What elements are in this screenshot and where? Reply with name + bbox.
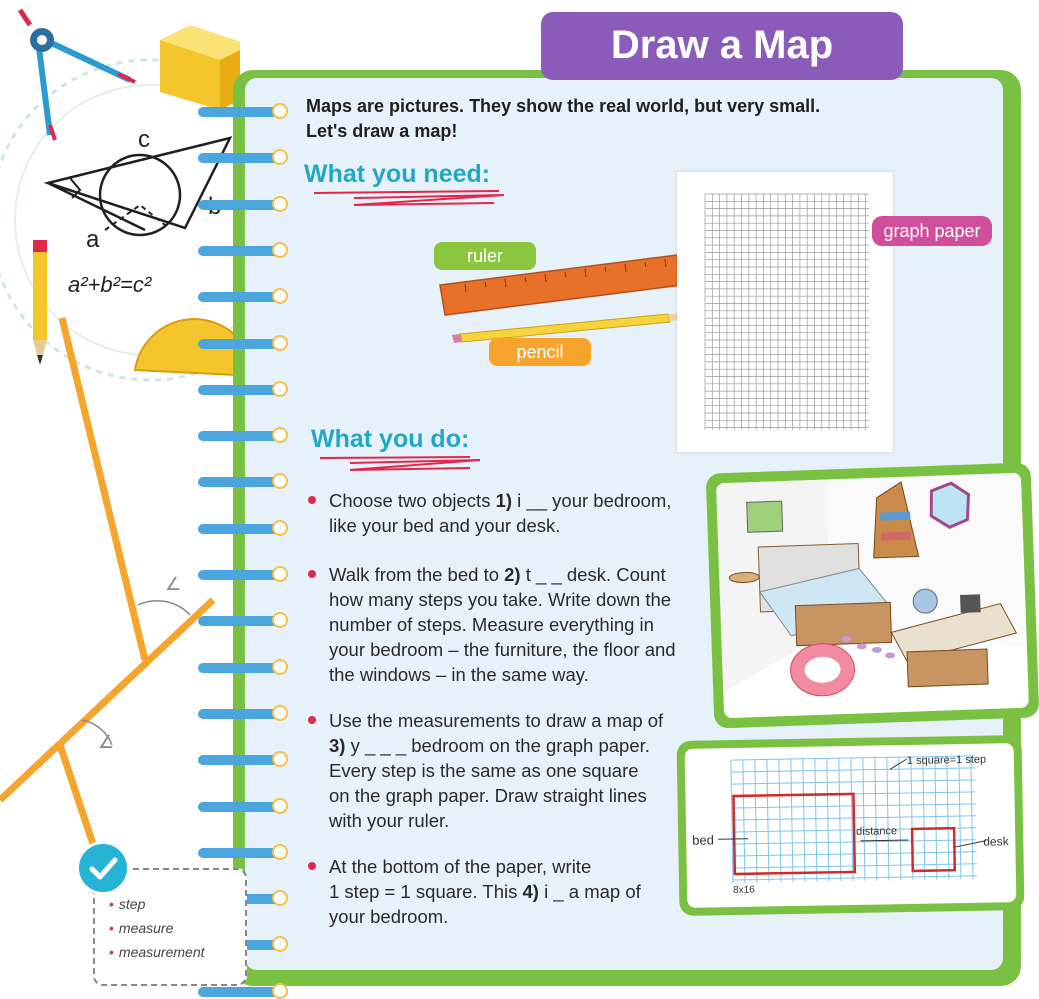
- pencil-icon: [33, 240, 47, 365]
- spiral-ring: [198, 244, 290, 258]
- checkmark-icon: [76, 841, 130, 895]
- spiral-ring: [198, 614, 290, 628]
- spiral-ring: [198, 661, 290, 675]
- compass-icon: [20, 10, 135, 140]
- intro-line-2: Let's draw a map!: [306, 121, 458, 141]
- step-line: the windows – in the same way.: [329, 664, 589, 685]
- step-line: your bedroom.: [329, 906, 449, 927]
- step-line: your bedroom – the furniture, the floor and: [329, 639, 676, 660]
- intro-line-1: Maps are pictures. They show the real world, but very small.: [306, 96, 821, 116]
- spiral-ring: [198, 475, 290, 489]
- bullet-dot: [308, 496, 316, 504]
- bullet-dot: [308, 570, 316, 578]
- step-line: Choose two objects 1) i __ your bedroom,: [329, 490, 672, 511]
- step-line: on the graph paper. Draw straight lines: [329, 785, 647, 806]
- size-label: 8x16: [733, 884, 755, 897]
- step-line: Walk from the bed to 2) t _ _ desk. Count: [329, 564, 666, 585]
- heading-underline-scribble: [320, 454, 490, 476]
- bullet-dot: [308, 862, 316, 870]
- scale-label: 1 square=1 step: [906, 753, 987, 768]
- step-line: number of steps. Measure everything in: [329, 614, 654, 635]
- vocab-item: • measure: [109, 920, 173, 936]
- heading-underline-scribble: [314, 188, 514, 210]
- step-line: Use the measurements to draw a map of: [329, 710, 664, 731]
- ruler-label: ruler: [434, 242, 536, 270]
- cube-icon: [160, 25, 240, 110]
- spiral-ring: [198, 985, 290, 999]
- bullet-dot: [308, 716, 316, 724]
- step-line: 3) y _ _ _ bedroom on the graph paper.: [329, 735, 650, 756]
- what-you-need-heading: What you need:: [304, 160, 491, 188]
- pencil-label: pencil: [489, 338, 591, 366]
- triangle-label-c: c: [138, 126, 150, 153]
- desk-label: desk: [983, 834, 1009, 849]
- svg-text:∠: ∠: [165, 574, 182, 595]
- graph-paper-label: graph paper: [872, 216, 992, 246]
- step-line: like your bed and your desk.: [329, 515, 561, 536]
- step-2: [329, 562, 719, 687]
- spiral-ring: [198, 522, 290, 536]
- spiral-ring: [198, 846, 290, 860]
- bedroom-illustration: [716, 473, 1029, 719]
- spiral-ring: [198, 429, 290, 443]
- spiral-ring: [198, 151, 290, 165]
- vocab-item: • step: [109, 896, 145, 912]
- page-title: Draw a Map: [541, 12, 903, 80]
- what-you-do-heading: What you do:: [311, 425, 470, 453]
- map-diagram: [685, 743, 1017, 908]
- spiral-ring: [198, 568, 290, 582]
- bed-label: bed: [692, 832, 715, 848]
- step-line: 1 step = 1 square. This 4) i _ a map of: [329, 881, 641, 902]
- spiral-ring: [198, 105, 290, 119]
- graph-paper-image: [677, 172, 893, 452]
- spiral-ring: [198, 383, 290, 397]
- spiral-ring: [198, 337, 290, 351]
- step-line: Every step is the same as one square: [329, 760, 639, 781]
- step-line: how many steps you take. Write down the: [329, 589, 672, 610]
- spiral-ring: [198, 707, 290, 721]
- step-3: [329, 708, 719, 833]
- vocab-item: • measurement: [109, 944, 205, 960]
- spiral-ring: [198, 290, 290, 304]
- triangle-label-a: a: [86, 226, 100, 253]
- spiral-ring: [198, 800, 290, 814]
- step-1: [329, 488, 719, 538]
- pythagoras-formula: a²+b²=c²: [68, 272, 152, 297]
- spiral-ring: [198, 753, 290, 767]
- distance-label: distance: [856, 825, 898, 838]
- step-4: [329, 854, 719, 929]
- spiral-ring: [198, 198, 290, 212]
- step-line: At the bottom of the paper, write: [329, 856, 592, 877]
- step-line: with your ruler.: [329, 810, 450, 831]
- svg-text:∠: ∠: [98, 732, 115, 753]
